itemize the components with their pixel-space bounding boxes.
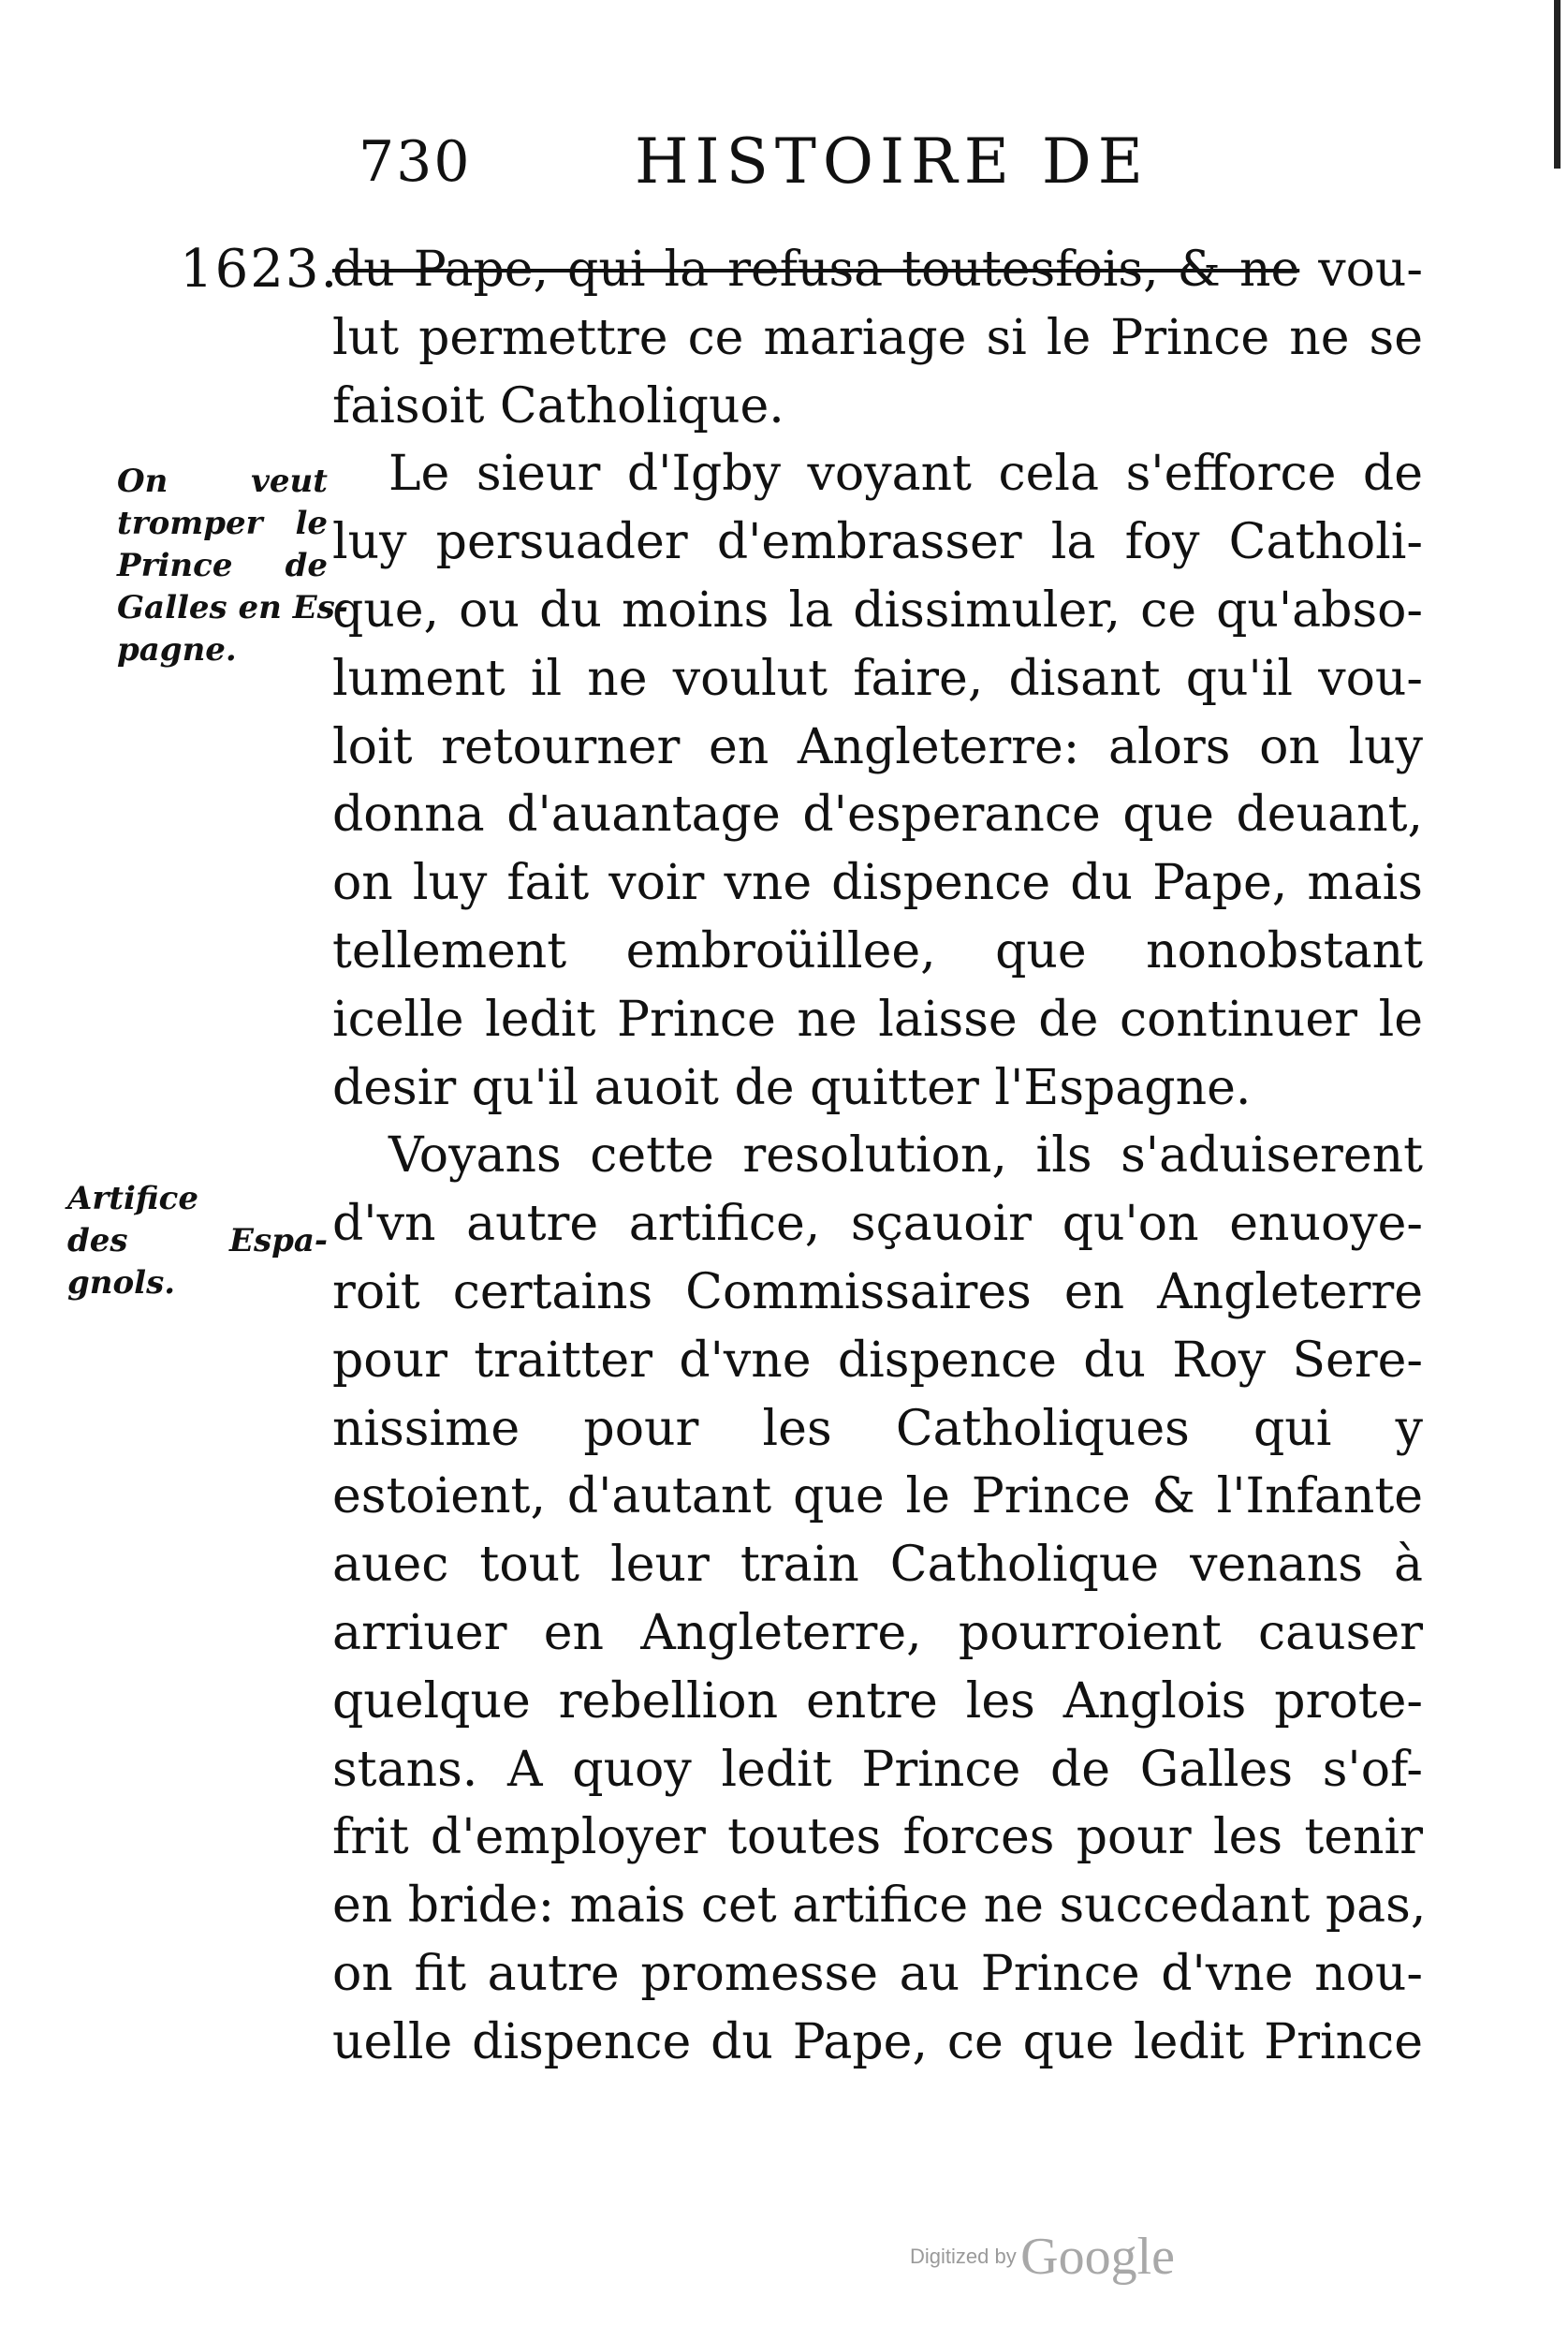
margin-note-artifice: [67, 1178, 328, 1304]
text-line: quelque rebellion entre les Anglois prote-: [332, 1672, 1423, 1730]
text-line: frit d'employer toutes forces pour les tenir: [332, 1809, 1423, 1866]
running-title: HISTOIRE DE: [635, 125, 1150, 198]
text-line: tellement embroüillee, que nonobstant: [332, 922, 1423, 979]
margin-year: 1623.: [180, 239, 340, 300]
running-header: [359, 120, 1295, 204]
margin-note-line: Artifice: [67, 1180, 198, 1217]
text-line: arriuer en Angleterre, pourroient causer: [332, 1604, 1423, 1661]
text-line: que, ou du moins la dissimuler, ce qu'abso-: [332, 582, 1423, 639]
margin-note-line: Galles en Es-: [117, 589, 348, 626]
text-line: on luy fait voir vne dispence du Pape, mais: [332, 855, 1423, 912]
text-line: [332, 236, 1423, 304]
text-line: pour traitter d'vne dispence du Roy Sere-: [332, 1332, 1423, 1389]
text-line: roit certains Commissaires en Angleterre: [332, 1263, 1423, 1320]
text-line: lut permettre ce mariage si le Prince ne se: [332, 309, 1423, 366]
text-line: Voyans cette resolution, ils s'aduiserent: [388, 1127, 1423, 1185]
margin-note-tromper: [117, 461, 348, 671]
text-line: on fit autre promesse au Prince d'vne nou-: [332, 1945, 1423, 2002]
text-line-rest: vou-: [1318, 242, 1423, 298]
text-line: estoient, d'autant que le Prince & l'Infante: [332, 1468, 1423, 1525]
text-line: desir qu'il auoit de quitter l'Espagne.: [332, 1059, 1252, 1116]
text-line: auec tout leur train Catholique venans à: [332, 1537, 1423, 1594]
margin-note-line: des Espa-: [67, 1222, 328, 1259]
text-line: icelle ledit Prince ne laisse de continuer le: [332, 991, 1423, 1048]
watermark-prefix: Digitized by: [910, 2245, 1017, 2268]
body-text: [332, 236, 1427, 2077]
text-line: uelle dispence du Pape, ce que ledit Prince: [332, 2013, 1423, 2070]
text-line: nissime pour les Catholiques qui y: [332, 1400, 1423, 1457]
margin-note-line: Prince de: [117, 547, 328, 584]
margin-note-line: pagne.: [117, 631, 237, 669]
text-line: luy persuader d'embrasser la foy Catholi-: [332, 514, 1423, 571]
text-line: donna d'auantage d'esperance que deuant,: [332, 787, 1423, 844]
margin-note-line: tromper le: [117, 505, 328, 542]
margin-note-line: gnols.: [67, 1264, 176, 1302]
page-edge-mark: [1554, 0, 1561, 169]
text-line: Le sieur d'Igby voyant cela s'efforce de: [388, 446, 1423, 503]
margin-note-line: On veut: [117, 463, 328, 500]
text-line: lument il ne voulut faire, disant qu'il vou-: [332, 650, 1423, 707]
struck-fragment: du Pape, qui la refusa toutesfois, & ne: [332, 242, 1300, 298]
text-line: faisoit Catholique.: [332, 377, 784, 434]
text-line: d'vn autre artifice, sçauoir qu'on enuoye-: [332, 1196, 1423, 1253]
page-number: 730: [359, 129, 472, 195]
digitization-watermark: [910, 2227, 1175, 2287]
watermark-brand: Google: [1020, 2228, 1176, 2286]
text-line: en bride: mais cet artifice ne succedant pas,: [332, 1877, 1427, 1935]
text-line: loit retourner en Angleterre: alors on luy: [332, 718, 1423, 775]
text-line: stans. A quoy ledit Prince de Galles s'of-: [332, 1741, 1423, 1798]
